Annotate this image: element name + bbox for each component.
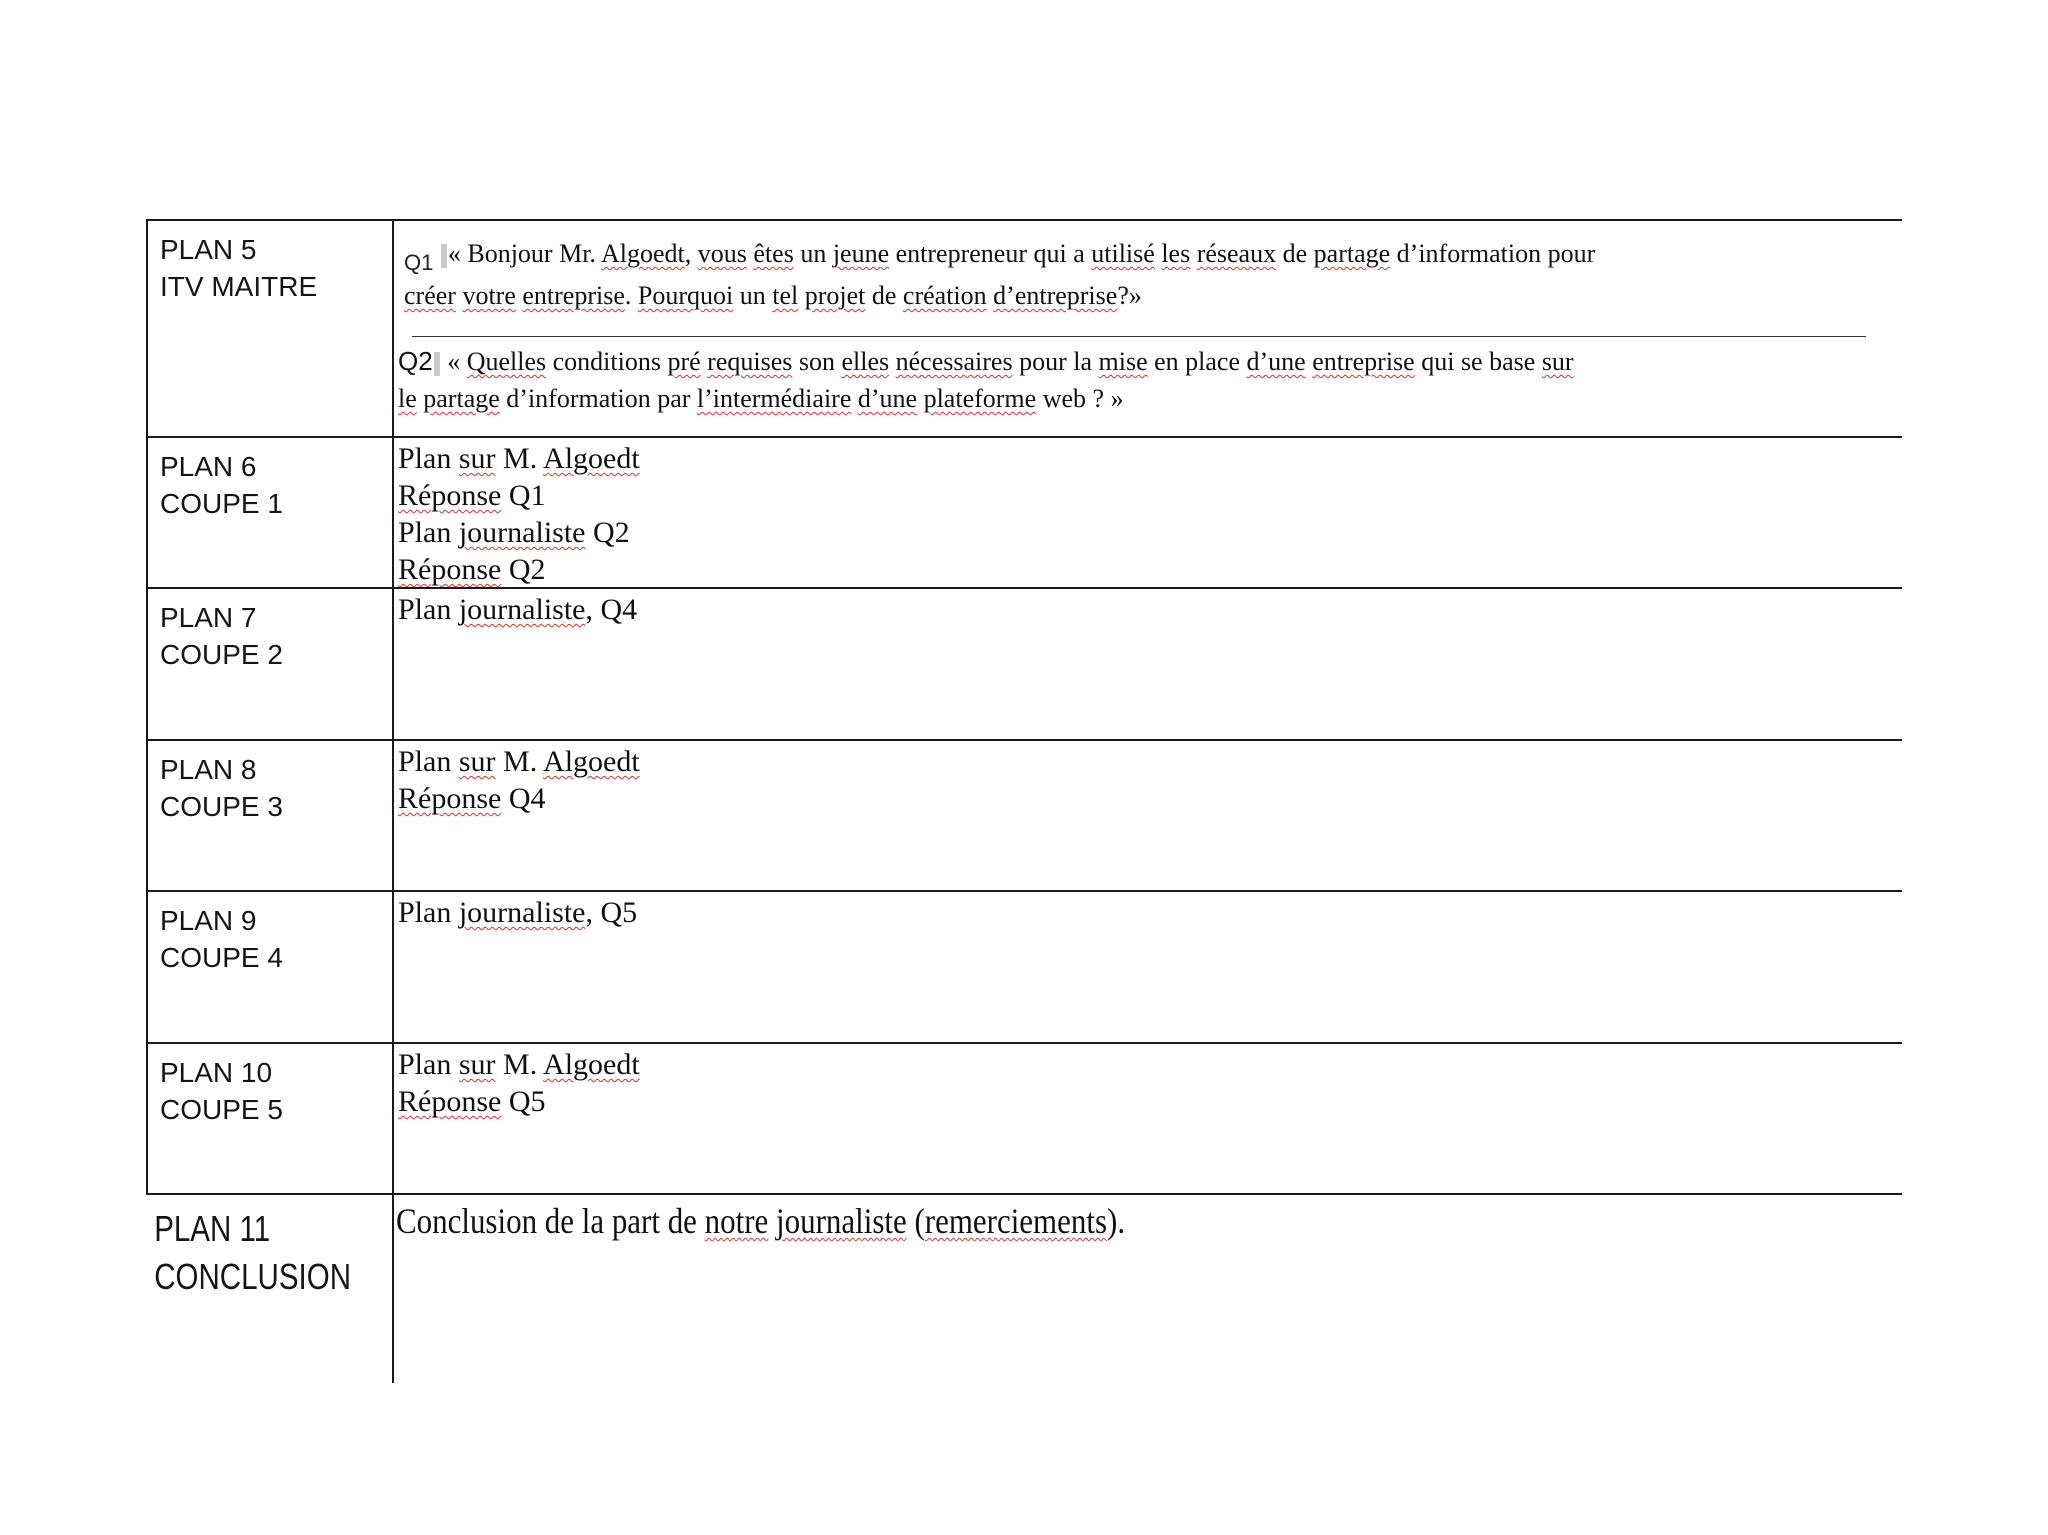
question-1-prefix: Q1 (404, 250, 434, 275)
table-row-plan-7 (146, 587, 1902, 739)
content-line (398, 780, 1902, 817)
content-line (398, 591, 1902, 628)
plan-type: COUPE 4 (160, 942, 283, 973)
flagged-word: journaliste (458, 516, 586, 549)
table-row-plan-5 (146, 219, 1902, 436)
flagged-word: partage (1313, 239, 1391, 268)
plan-label-cell (146, 741, 394, 890)
plan-type: ITV MAITRE (160, 271, 318, 302)
text-segment: M. (495, 442, 544, 475)
flagged-word: d’une (857, 384, 918, 413)
conclusion-text-block (396, 1197, 1691, 1243)
text-segment: ( (906, 1201, 925, 1241)
text-segment: d’information par (499, 384, 697, 413)
flagged-word: le (398, 384, 417, 413)
flagged-word: Algoedt (543, 1048, 640, 1081)
text-segment: , Q5 (585, 896, 638, 929)
flagged-word: pré (667, 347, 701, 376)
plan-label-cell (146, 438, 394, 587)
question-1-text-1 (448, 239, 1595, 268)
text-segment: ? (1086, 384, 1111, 413)
plan-type: COUPE 1 (160, 488, 283, 519)
plan-content-cell (394, 221, 1902, 436)
plan-content-cell (394, 438, 1902, 587)
plan-number: PLAN 8 (160, 754, 257, 785)
content-line (398, 743, 1902, 780)
text-segment: entrepreneur qui a (889, 239, 1092, 268)
flagged-word: création (902, 281, 987, 310)
text-segment: son (792, 347, 842, 376)
content-line (398, 551, 1902, 588)
content-line (398, 514, 1902, 551)
plan-number: PLAN 5 (160, 234, 257, 265)
flagged-word: Quelles (466, 347, 547, 376)
plan-content-cell (394, 589, 1902, 739)
text-segment: Q1 (501, 479, 546, 512)
plan-number: PLAN 11 (154, 1208, 271, 1249)
text-segment: de (865, 281, 903, 310)
flagged-word: sur (458, 442, 496, 475)
flagged-word: journaliste (458, 896, 586, 929)
text-segment: ). (1107, 1201, 1126, 1241)
flagged-word: Algoedt (601, 239, 685, 268)
plan-label-cell (146, 589, 394, 739)
flagged-word: l’intermédiaire (696, 384, 852, 413)
plan-number: PLAN 6 (160, 451, 257, 482)
plan-number: PLAN 9 (160, 905, 257, 936)
text-segment: ?» (1117, 281, 1142, 310)
flagged-word: d’entreprise (993, 281, 1118, 310)
flagged-word: Réponse (398, 479, 502, 512)
text-segment: Plan (398, 516, 459, 549)
flagged-word: votre (462, 281, 516, 310)
plan-content-cell (394, 1195, 1902, 1383)
table-row-plan-9 (146, 890, 1902, 1042)
flagged-word: partage (423, 384, 500, 413)
text-segment (768, 1201, 776, 1241)
question-2-line-2 (398, 380, 1902, 417)
flagged-word: entreprise (1312, 347, 1415, 376)
flagged-word: d’une (1246, 347, 1306, 376)
text-segment: M. (495, 1048, 544, 1081)
flagged-word: elles (841, 347, 890, 376)
text-segment: Q4 (501, 782, 546, 815)
text-segment: « (447, 239, 468, 268)
flagged-word: créer (404, 281, 456, 310)
plan-label-cell (146, 892, 394, 1042)
flagged-word: Réponse (398, 553, 502, 586)
question-2-text-1 (441, 347, 1574, 376)
text-segment: de (1276, 239, 1314, 268)
separator-line (412, 336, 1866, 337)
question-2-line-1 (398, 343, 1902, 380)
text-segment: Plan (398, 1048, 459, 1081)
text-segment: Plan (398, 442, 459, 475)
text-segment: un (793, 239, 833, 268)
text-segment: Conclusion de la part de (396, 1201, 705, 1241)
table-row-plan-6 (146, 436, 1902, 587)
flagged-word: Réponse (398, 782, 502, 815)
plan-type: COUPE 5 (160, 1094, 283, 1125)
text-segment: Plan (398, 896, 459, 929)
plan-number: PLAN 10 (160, 1057, 273, 1088)
flagged-word: sur (458, 1048, 496, 1081)
text-segment: , Q4 (585, 593, 638, 626)
plan-content-cell (394, 741, 1902, 890)
plan-label-cell (146, 221, 394, 436)
flagged-word: projet (804, 281, 866, 310)
flagged-word: journaliste (458, 593, 586, 626)
plan-content-cell (394, 1044, 1902, 1193)
plan-label-cell (146, 1195, 394, 1383)
text-segment: Q5 (501, 1085, 546, 1118)
text-segment: en place (1147, 347, 1247, 376)
flagged-word: mise (1098, 347, 1148, 376)
text-segment: qui se base (1414, 347, 1542, 376)
text-segment: « (440, 347, 467, 376)
script-table (146, 219, 1902, 1383)
plan-content-cell (394, 892, 1902, 1042)
plan-type: COUPE 3 (160, 791, 283, 822)
flagged-word: tel (772, 281, 799, 310)
text-segment: » (1110, 384, 1124, 413)
text-segment: Q2 (585, 516, 630, 549)
content-line (398, 894, 1902, 931)
flagged-word: remerciements (924, 1201, 1108, 1241)
flagged-word: Algoedt (543, 745, 640, 778)
flagged-word: les (1161, 239, 1191, 268)
table-row-plan-11 (146, 1193, 1902, 1383)
plan-number: PLAN 7 (160, 602, 257, 633)
table-row-plan-10 (146, 1042, 1902, 1193)
flagged-word: nécessaires (895, 347, 1013, 376)
text-segment: Plan (398, 593, 459, 626)
flagged-word: réseaux (1196, 239, 1277, 268)
content-line (398, 440, 1902, 477)
question-1-line-2 (404, 277, 1902, 314)
plan-label-cell (146, 1044, 394, 1193)
question-1-line-1 (404, 235, 1902, 273)
text-segment: web (1036, 384, 1087, 413)
text-segment: pour la (1012, 347, 1099, 376)
flagged-word: Algoedt (543, 442, 640, 475)
content-line (398, 1083, 1902, 1120)
text-segment: conditions (546, 347, 668, 376)
text-segment: d’information pour (1390, 239, 1596, 268)
plan-type: CONCLUSION (154, 1256, 352, 1297)
flagged-word: Réponse (398, 1085, 502, 1118)
cursor-marker (434, 352, 440, 376)
text-segment: . (624, 281, 638, 310)
text-segment: Bonjour Mr. (467, 239, 601, 268)
text-segment: M. (495, 745, 544, 778)
plan-type: COUPE 2 (160, 639, 283, 670)
text-segment: , (684, 239, 698, 268)
plan-label-block (146, 1195, 352, 1301)
flagged-word: êtes (753, 239, 794, 268)
flagged-word: vous (697, 239, 747, 268)
flagged-word: notre (704, 1201, 769, 1241)
flagged-word: sur (458, 745, 496, 778)
flagged-word: requises (707, 347, 793, 376)
flagged-word: utilisé (1091, 239, 1155, 268)
text-segment: Q2 (501, 553, 546, 586)
flagged-word: plateforme (923, 384, 1037, 413)
flagged-word: sur (1541, 347, 1574, 376)
content-line (398, 1046, 1902, 1083)
cursor-marker (441, 244, 447, 268)
flagged-word: Pourquoi (637, 281, 734, 310)
flagged-word: jeune (832, 239, 890, 268)
table-row-plan-8 (146, 739, 1902, 890)
flagged-word: journaliste (776, 1201, 907, 1241)
content-line (398, 477, 1902, 514)
flagged-word: entreprise (522, 281, 625, 310)
text-segment: Plan (398, 745, 459, 778)
question-2-prefix: Q2 (398, 346, 433, 376)
content-line (396, 1199, 1691, 1243)
text-segment: un (733, 281, 773, 310)
